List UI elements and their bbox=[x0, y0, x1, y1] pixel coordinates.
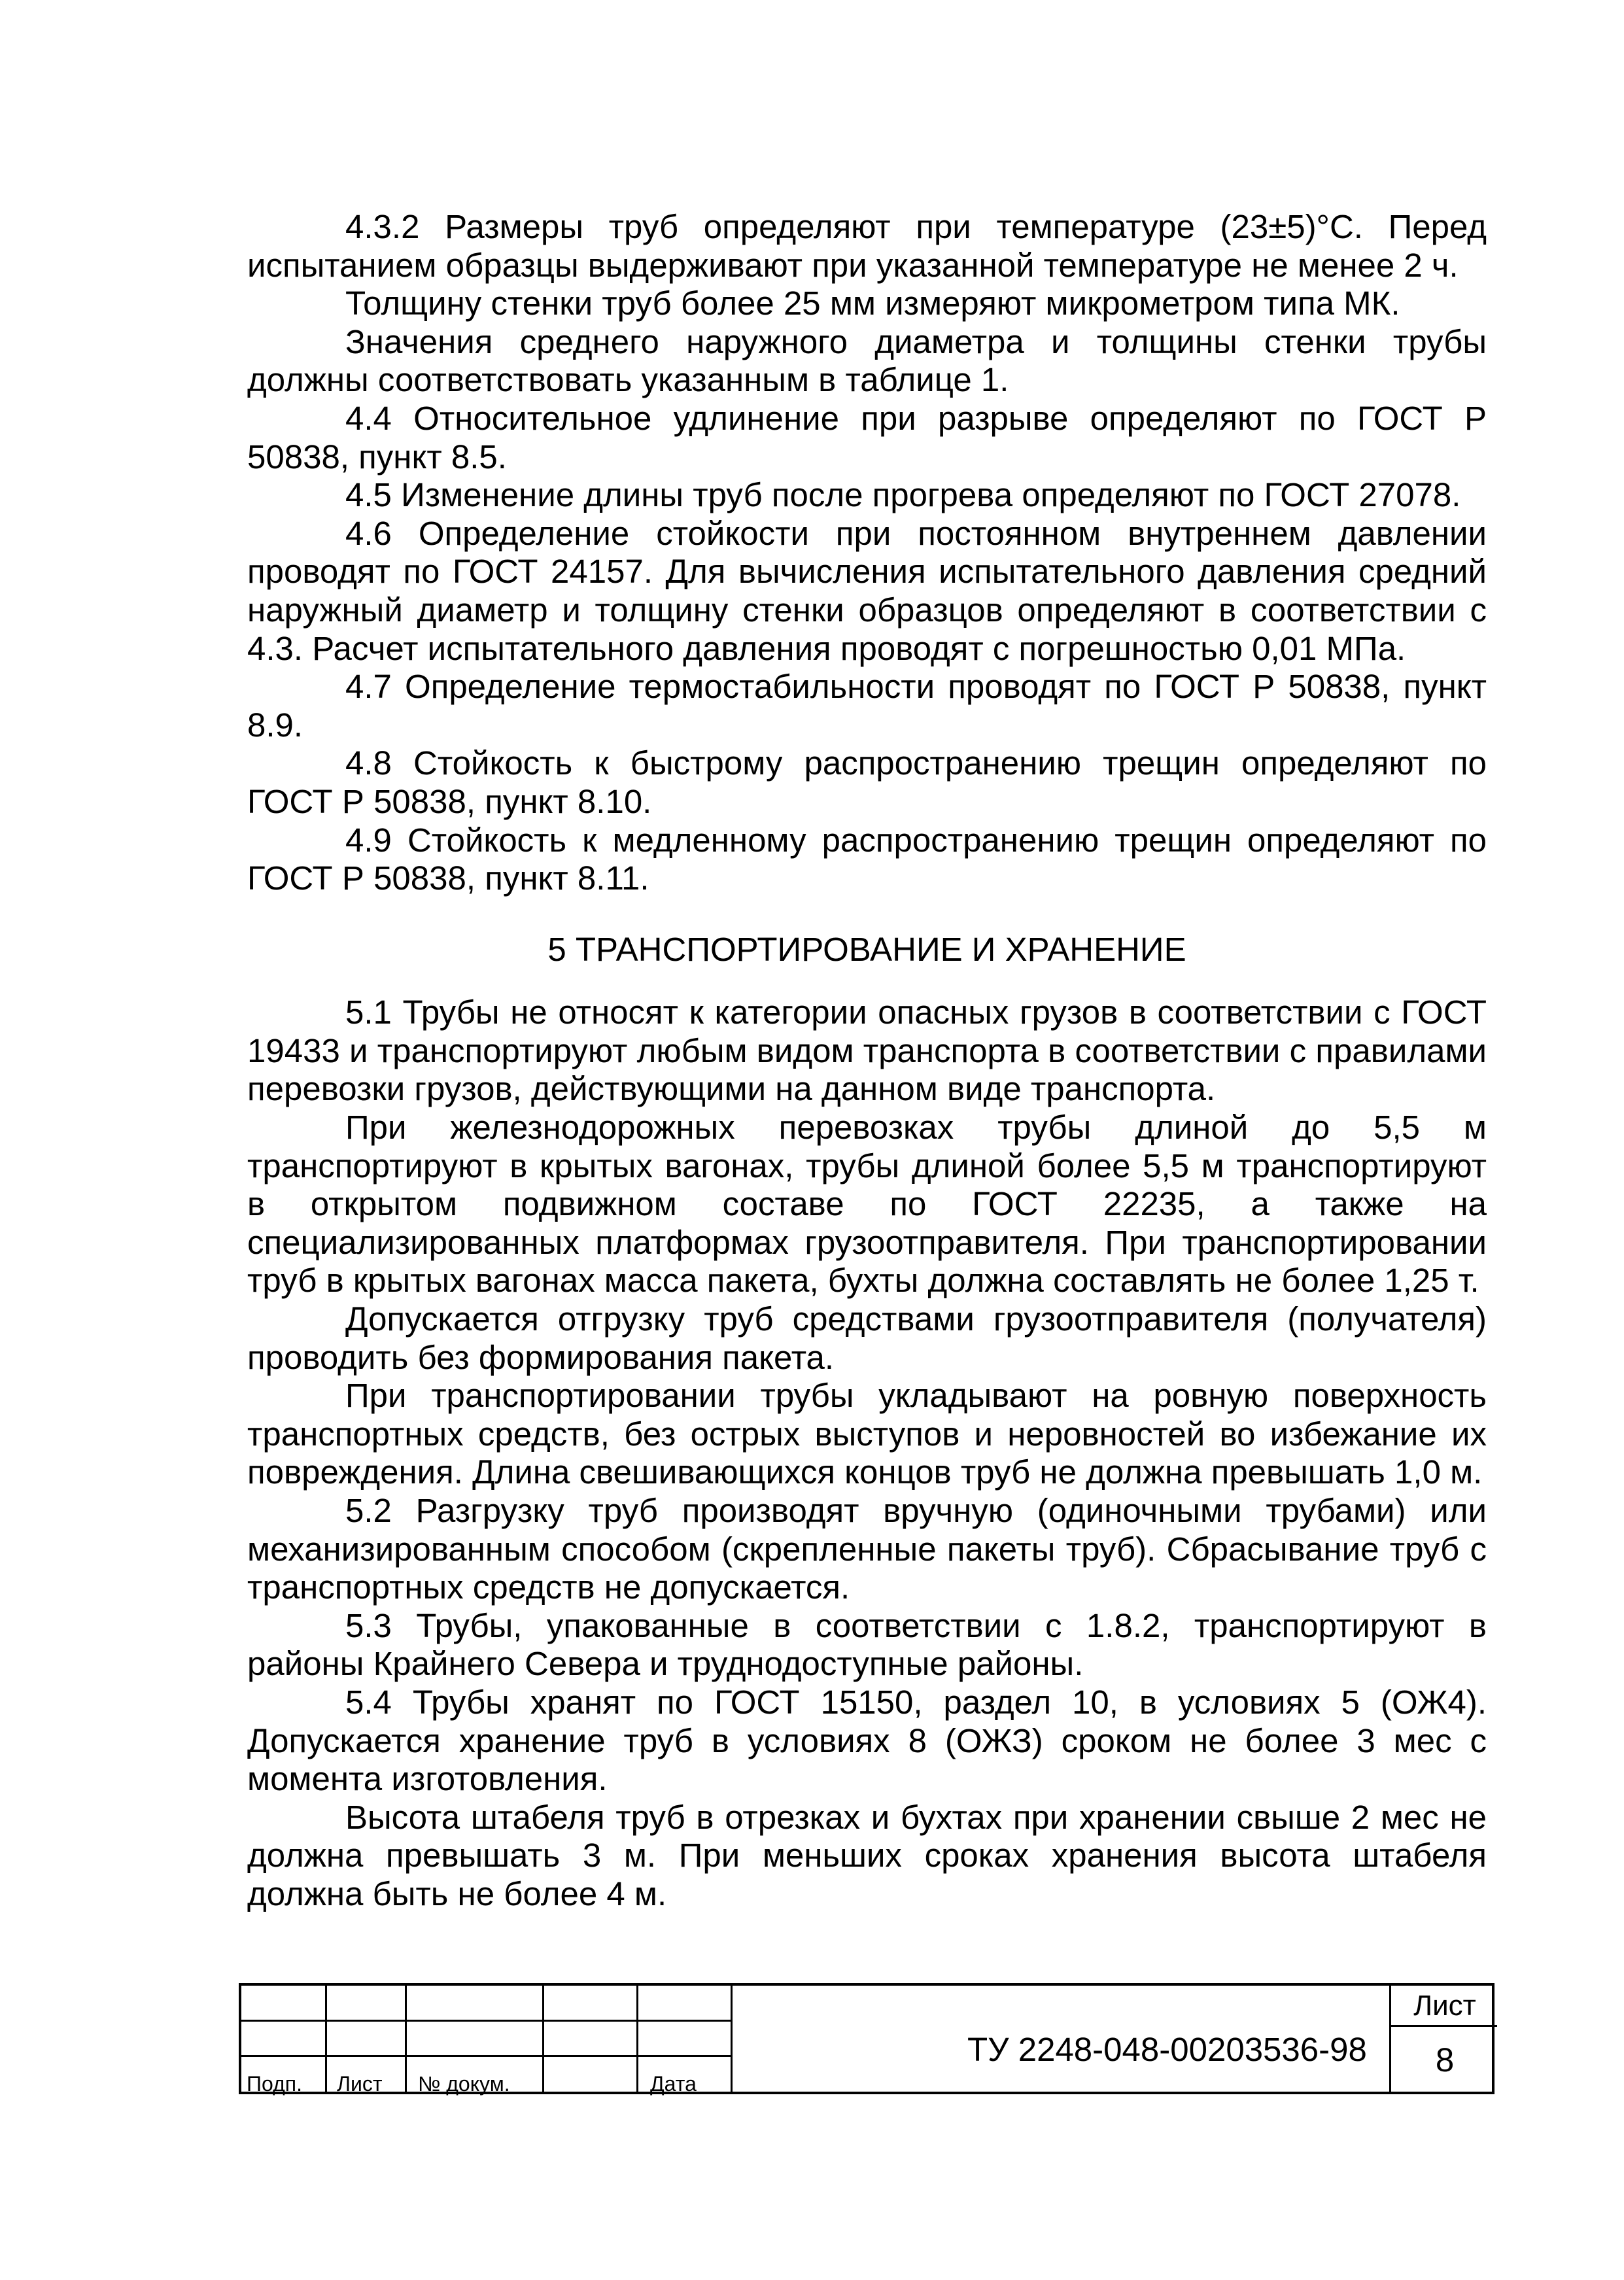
paragraph-diameter-values: Значения среднего наружного диаметра и толщины стенки трубы должны соответствовать указанным в таблице 1. bbox=[247, 322, 1487, 399]
paragraph-4-5: 4.5 Изменение длины труб после прогрева определяют по ГОСТ 27078. bbox=[345, 476, 1461, 514]
paragraph-4-7: 4.7 Определение термостабильности проводят по ГОСТ Р 50838, пункт 8.9. bbox=[247, 668, 1487, 744]
sheet-col-label: Лист bbox=[337, 2072, 383, 2096]
title-block bbox=[239, 1983, 1494, 2094]
paragraph-5-3: 5.3 Трубы, упакованные в соответствии с 1.8.2, транспортируют в районы Крайнего Севера и труднодоступные районы. bbox=[247, 1606, 1487, 1683]
title-block-divider bbox=[405, 1986, 407, 2092]
title-block-divider bbox=[731, 1986, 733, 2092]
paragraph-4-8: 4.8 Стойкость к быстрому распространению трещин определяют по ГОСТ Р 50838, пункт 8.10. bbox=[247, 744, 1487, 820]
title-block-divider bbox=[636, 1986, 638, 2092]
paragraph-stack-height: Высота штабеля труб в отрезках и бухтах при хранении свыше 2 мес не должна превышать 3 м. При меньших сроках хранения высота штабеля должна быть не более 4 м. bbox=[247, 1798, 1487, 1912]
title-block-divider bbox=[325, 1986, 327, 2092]
paragraph-4-4: 4.4 Относительное удлинение при разрыве определяют по ГОСТ Р 50838, пункт 8.5. bbox=[247, 399, 1487, 475]
paragraph-transport-placement: При транспортировании трубы укладывают на ровную поверхность транспортных средств, без острых выступов и неровностей во избежание их повреждения. Длина свешивающихся концов труб не должна превышать 1,0 м. bbox=[247, 1377, 1487, 1491]
title-block-divider bbox=[542, 1986, 544, 2092]
paragraph-4-6: 4.6 Определение стойкости при постоянном внутреннем давлении проводят по ГОСТ 24157. Для вычисления испытательного давления средний наружный диаметр и толщину стенки образцов определяют в соответствии с 4.3. Расчет испытательного давления проводят с погрешностью 0,01 МПа. bbox=[247, 514, 1487, 667]
body-text bbox=[247, 208, 1487, 1914]
paragraph-5-1: 5.1 Трубы не относят к категории опасных грузов в соответствии с ГОСТ 19433 и транспортируют любым видом транспорта в соответствии с правилами перевозки грузов, действующими на данном виде транспорта. bbox=[247, 993, 1487, 1108]
paragraph-5-2: 5.2 Разгрузку труб производят вручную (одиночными трубами) или механизированным способом (скрепленные пакеты труб). Сбрасывание труб с транспортных средств не допускается. bbox=[247, 1492, 1487, 1606]
title-block-divider bbox=[1389, 2025, 1497, 2027]
section-heading: 5 ТРАНСПОРТИРОВАНИЕ И ХРАНЕНИЕ bbox=[547, 930, 1186, 968]
signature-label: Подп. bbox=[247, 2072, 302, 2096]
title-block-divider bbox=[241, 2020, 731, 2022]
date-label: Дата bbox=[650, 2072, 697, 2096]
paragraph-wall-thickness: Толщину стенки труб более 25 мм измеряют микрометром типа МК. bbox=[345, 285, 1400, 322]
sheet-number: 8 bbox=[1435, 2041, 1455, 2079]
title-block-divider bbox=[241, 2055, 731, 2057]
paragraph-5-4: 5.4 Трубы хранят по ГОСТ 15150, раздел 10, в условиях 5 (ОЖ4). Допускается хранение труб в условиях 8 (ОЖЗ) сроком не более 3 мес с момента изготовления. bbox=[247, 1683, 1487, 1798]
paragraph-4-9: 4.9 Стойкость к медленному распространению трещин определяют по ГОСТ Р 50838, пункт 8.11. bbox=[247, 821, 1487, 897]
paragraph-4-3-2: 4.3.2 Размеры труб определяют при температуре (23±5)°С. Перед испытанием образцы выдерживают при указанной температуре не менее 2 ч. bbox=[247, 208, 1487, 284]
doc-number-label: № докум. bbox=[418, 2072, 510, 2096]
document-code: ТУ 2248-048-00203536-98 bbox=[967, 2031, 1367, 2068]
paragraph-shipment: Допускается отгрузку труб средствами грузоотправителя (получателя) проводить без формирования пакета. bbox=[247, 1300, 1487, 1376]
sheet-label: Лист bbox=[1413, 1990, 1476, 2022]
paragraph-rail-transport: При железнодорожных перевозках трубы длиной до 5,5 м транспортируют в крытых вагонах, трубы длиной более 5,5 м транспортируют в открытом подвижном составе по ГОСТ 22235, а также на специализированных платформах грузоотправителя. При транспортировании труб в крытых вагонах масса пакета, бухты должна составлять не более 1,25 т. bbox=[247, 1109, 1487, 1300]
